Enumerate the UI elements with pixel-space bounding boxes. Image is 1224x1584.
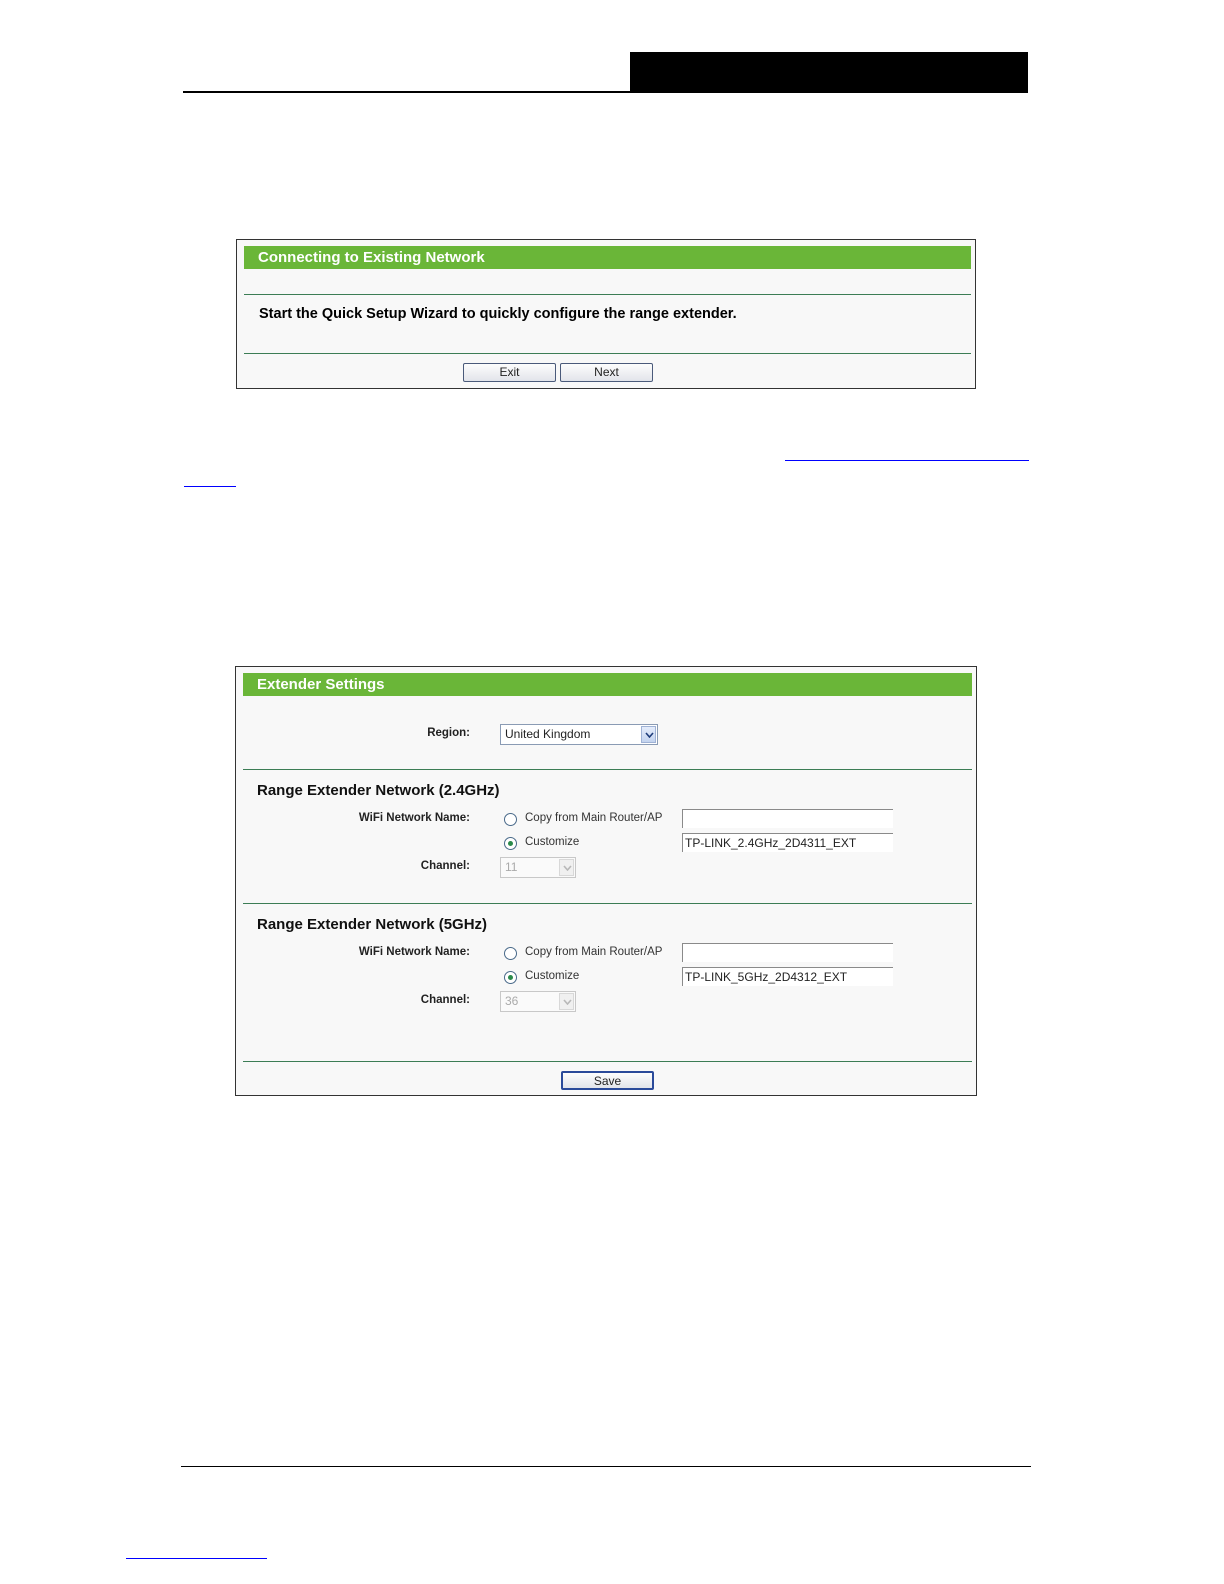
copy-radio-24ghz[interactable] (504, 813, 517, 826)
region-value: United Kingdom (505, 727, 591, 741)
copy-ssid-input-24ghz[interactable] (682, 809, 893, 828)
divider (243, 1061, 972, 1062)
channel-select-5ghz[interactable] (500, 991, 576, 1012)
chevron-down-icon[interactable] (559, 993, 574, 1010)
region-select[interactable] (500, 724, 658, 745)
region-label: Region: (427, 727, 470, 739)
save-button[interactable]: Save (561, 1071, 654, 1090)
section-title-5ghz: Range Extender Network (5GHz) (257, 916, 488, 933)
customize-radio-24ghz[interactable] (504, 837, 517, 850)
channel-select-24ghz[interactable] (500, 857, 576, 878)
link-underline[interactable] (184, 486, 236, 487)
quick-setup-panel (236, 239, 976, 389)
wifi-name-label: WiFi Network Name: (358, 946, 470, 958)
channel-value-5ghz: 36 (505, 994, 519, 1008)
exit-button[interactable]: Exit (463, 363, 556, 382)
header-block (630, 52, 1028, 93)
footer-rule (181, 1466, 1031, 1467)
wifi-name-label: WiFi Network Name: (358, 812, 470, 824)
divider (243, 769, 972, 770)
wizard-message: Start the Quick Setup Wizard to quickly configure the range extender. (259, 306, 737, 322)
footer-link-underline[interactable] (126, 1558, 267, 1559)
copy-label-24ghz: Copy from Main Router/AP (525, 812, 663, 824)
copy-radio-5ghz[interactable] (504, 947, 517, 960)
channel-label: Channel: (420, 994, 470, 1006)
section-title-24ghz: Range Extender Network (2.4GHz) (257, 782, 500, 799)
extender-settings-panel (235, 666, 977, 1096)
custom-ssid-input-5ghz[interactable]: TP-LINK_5GHz_2D4312_EXT (682, 967, 893, 986)
divider (244, 294, 971, 295)
customize-label-5ghz: Customize (525, 970, 580, 982)
customize-label-24ghz: Customize (525, 836, 580, 848)
channel-label: Channel: (420, 860, 470, 872)
customize-radio-5ghz[interactable] (504, 971, 517, 984)
panel-title: Extender Settings (243, 673, 972, 696)
link-underline[interactable] (785, 460, 1029, 461)
divider (243, 903, 972, 904)
copy-ssid-input-5ghz[interactable] (682, 943, 893, 962)
chevron-down-icon[interactable] (559, 859, 574, 876)
copy-label-5ghz: Copy from Main Router/AP (525, 946, 663, 958)
divider (244, 353, 971, 354)
header-rule (183, 91, 1028, 93)
panel-title: Connecting to Existing Network (244, 246, 971, 269)
channel-value-24ghz: 11 (505, 860, 518, 874)
chevron-down-icon[interactable] (641, 726, 656, 743)
custom-ssid-input-24ghz[interactable]: TP-LINK_2.4GHz_2D4311_EXT (682, 833, 893, 852)
next-button[interactable]: Next (560, 363, 653, 382)
